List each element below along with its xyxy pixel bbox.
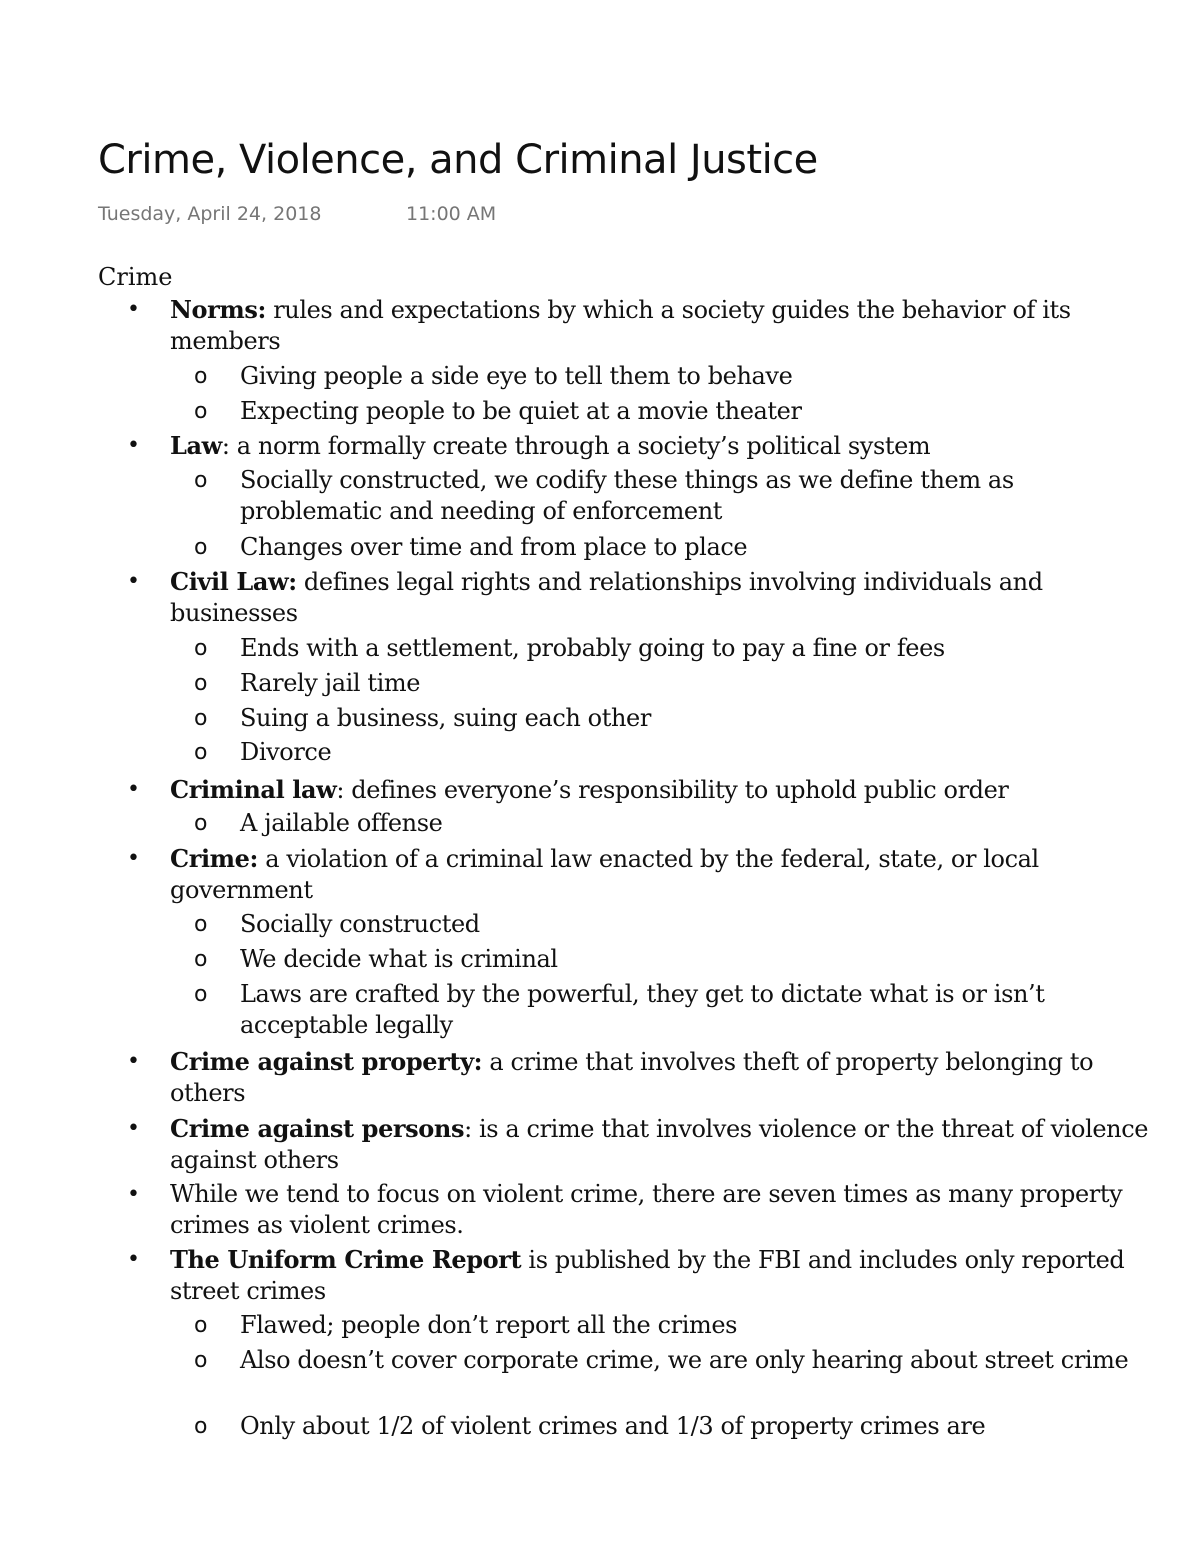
sub-note-item: Changes over time and from place to place (240, 533, 748, 561)
note-definition: a violation of a criminal law enacted by the federal, state, or local government (170, 845, 1039, 904)
sub-bullet-icon: o (194, 535, 208, 560)
bullet-icon: • (127, 846, 140, 871)
note-item (170, 1113, 1155, 1176)
sub-bullet-icon: o (194, 399, 208, 424)
sub-note-item: Laws are crafted by the powerful, they get to dictate what is or isn’t acceptable legally (240, 980, 1045, 1039)
note-definition: While we tend to focus on violent crime, there are seven times as many property crimes as violent crimes. (170, 1180, 1123, 1239)
sub-note-item: We decide what is criminal (240, 945, 558, 973)
sub-note-item: Rarely jail time (240, 669, 421, 697)
sub-bullet-icon: o (194, 982, 208, 1007)
bullet-icon: • (127, 1247, 140, 1272)
sub-bullet-icon: o (194, 1313, 208, 1338)
sub-bullet-icon: o (194, 706, 208, 731)
sub-note-item: Flawed; people don’t report all the crimes (240, 1311, 738, 1339)
sub-note-item: Also doesn’t cover corporate crime, we are only hearing about street crime (240, 1346, 1129, 1374)
note-definition: is published by the FBI and includes only reported street crimes (170, 1246, 1125, 1305)
sub-note-item: Ends with a settlement, probably going to pay a fine or fees (240, 634, 945, 662)
sub-bullet-icon: o (194, 811, 208, 836)
bullet-icon: • (127, 1116, 140, 1141)
note-item (170, 774, 1155, 806)
bullet-icon: • (127, 569, 140, 594)
note-term: Civil Law: (170, 567, 297, 596)
section-heading: Crime (98, 263, 173, 291)
sub-note-item: A jailable offense (240, 809, 443, 837)
bullet-icon: • (127, 777, 140, 802)
sub-note-item: Expecting people to be quiet at a movie theater (240, 397, 802, 425)
sub-bullet-icon: o (194, 1414, 208, 1439)
bullet-icon: • (127, 1182, 140, 1207)
sub-bullet-icon: o (194, 740, 208, 765)
page-date: Tuesday, April 24, 2018 (98, 203, 322, 225)
note-item (170, 843, 1155, 906)
sub-note-item: Divorce (240, 738, 332, 766)
bullet-icon: • (127, 297, 140, 322)
note-term: Crime against property: (170, 1047, 483, 1076)
note-term: Law (170, 431, 222, 460)
note-term: Crime: (170, 844, 258, 873)
sub-bullet-icon: o (194, 947, 208, 972)
note-definition: defines legal rights and relationships involving individuals and businesses (170, 568, 1043, 627)
note-item (170, 1244, 1155, 1307)
note-item (170, 1179, 1155, 1241)
sub-bullet-icon: o (194, 364, 208, 389)
note-term: Criminal law (170, 775, 337, 804)
note-item (170, 430, 1155, 462)
note-item (170, 566, 1155, 629)
bullet-icon: • (127, 1049, 140, 1074)
bullet-icon: • (127, 433, 140, 458)
note-definition: a crime that involves theft of property belonging to others (170, 1048, 1094, 1107)
note-definition: : is a crime that involves violence or the threat of violence against others (170, 1115, 1149, 1174)
sub-bullet-icon: o (194, 636, 208, 661)
note-term: Crime against persons (170, 1114, 465, 1143)
sub-note-item: Suing a business, suing each other (240, 704, 651, 732)
note-term: Norms: (170, 295, 266, 324)
note-definition: : a norm formally create through a society’s political system (221, 432, 931, 460)
note-item (170, 1046, 1155, 1109)
note-item (170, 294, 1155, 357)
sub-bullet-icon: o (194, 468, 208, 493)
sub-note-item: Giving people a side eye to tell them to behave (240, 362, 793, 390)
page-time: 11:00 AM (406, 203, 497, 225)
note-definition: rules and expectations by which a society guides the behavior of its members (170, 296, 1071, 355)
note-definition: : defines everyone’s responsibility to uphold public order (336, 776, 1009, 804)
page-title: Crime, Violence, and Criminal Justice (98, 137, 818, 183)
sub-note-item: Only about 1/2 of violent crimes and 1/3 of property crimes are (240, 1412, 986, 1440)
sub-bullet-icon: o (194, 912, 208, 937)
note-term: The Uniform Crime Report (170, 1245, 522, 1274)
sub-bullet-icon: o (194, 1348, 208, 1373)
sub-note-item: Socially constructed, we codify these things as we define them as problematic and needing of enforcement (240, 466, 1014, 525)
sub-bullet-icon: o (194, 671, 208, 696)
sub-note-item: Socially constructed (240, 910, 480, 938)
